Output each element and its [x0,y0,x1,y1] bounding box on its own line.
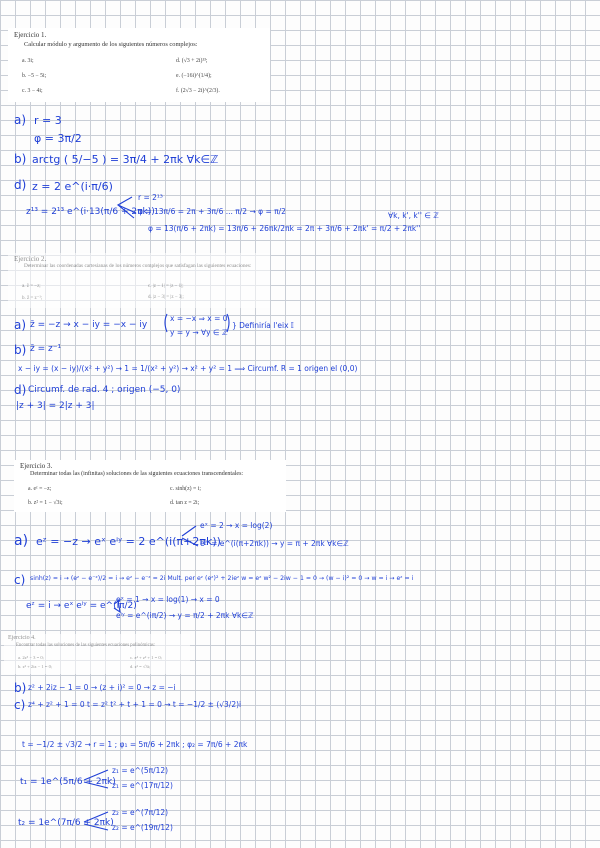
handwritten-line: eᶻ = i → eˣ eⁱʸ = e^(iπ/2) [26,601,137,611]
handwritten-line: eⁱʸ = e^(i(π+2πk)) → y = π + 2πk ∀k∈ℤ [200,539,349,548]
handwritten-line: } Definiría l'eix 𝕀 [232,321,294,330]
handwritten-line: x = −x ⇒ x = 0 [170,314,228,323]
handwritten-line: arctg ( 5/−5 ) = 3π/4 + 2πk ∀k∈ℤ [32,153,219,166]
branch-stroke [84,770,108,788]
brace-stroke [227,314,229,332]
handwritten-line: eᶻ = −z → eˣ eⁱʸ = 2 e^(i(π+2πk)) [36,535,221,548]
handwritten-line: z̄ = z⁻¹ [30,344,62,354]
exercise-item: e. (−16i)^(1/4); [176,73,212,79]
handwritten-line: sinh(z) = i → (eᶻ − e⁻ᶻ)/2 = i → eᶻ − e⁻ᶻ = 2i Mult. per eᶻ (eᶻ)² + 2ieᶻ w = eᶻ w² − 2iw − 1 = 0 → (w − i)² = 0 → w = i → eᶻ = i [30,575,414,582]
handwritten-line: z₂ = e^(7π/12) [112,808,169,817]
handwritten-line: φ = 3π/2 [34,132,82,145]
exercise-item: c. sinh(z) = i; [170,486,201,492]
branch-stroke [114,600,120,612]
handwritten-line: t₂ = 1e^(7π/6 + 2πk) [18,818,114,828]
handwritten-line: y = y → ∀y ∈ ℤ [170,328,228,337]
exercise-item: c. z⁴ + z² + 1 = 0; [130,655,162,660]
exercise-item: b. z² + 2iz − 1 = 0; [18,664,53,669]
answer-label: a) [14,113,27,127]
answer-label: c) [14,698,26,712]
exercise-item: d. tan z = 2i; [170,500,200,506]
handwritten-line: φ = 13(π/6 + 2πk) = 13π/6 + 26πk/2πk = 2π + 3π/6 + 2πk' = π/2 + 2πk'' [148,224,421,233]
exercise-item: d. z³ = √3i; [130,664,151,669]
exercise-title: Ejercicio 3. [20,462,53,470]
exercise-item: d. |z − 3| = |z − 3|; [148,295,184,300]
handwritten-line: z̄ = −z → x − iy = −x − iy [30,320,148,330]
handwritten-line: z¹³ = 2¹³ e^(i·13(π/6 + 2πk)) [26,207,155,217]
handwritten-line: eⁱʸ = e^(iπ/2) → y = π/2 + 2πk ∀k∈ℤ [116,611,254,620]
handwritten-line: eˣ = 2 → x = log(2) [200,521,273,530]
exercise-title: Ejercicio 1. [14,31,47,39]
handwritten-line: z⁴ + z² + 1 = 0 t = z² t² + t + 1 = 0 → t = −1/2 ± (√3/2)i [28,700,242,709]
exercise-title: Ejercicio 4. [8,635,36,641]
branch-stroke [84,812,108,830]
handwritten-line: t = −1/2 ± √3/2 → r = 1 ; φ₁ = 5π/6 + 2πk ; φ₂ = 7π/6 + 2πk [22,740,248,749]
answer-label: a) [14,318,27,332]
exercise-item: f. (2√3 − 2i)^(2/3). [176,88,220,94]
handwritten-line: φ = 13π/6 = 2π + 3π/6 ... π/2 → φ = π/2 [138,207,286,216]
exercise-title: Ejercicio 2. [14,255,47,263]
exercise-item: b. −5 − 5i; [22,73,47,79]
handwritten-line: z₁ = e^(5π/12) [112,766,169,775]
exercise-item: b. z̄ = z⁻¹; [22,296,43,301]
exercise-item: d. (√3 + 2i)¹³; [176,58,208,64]
exercise-item: a. 3i; [22,58,34,64]
exercise-intro: Encontrar todas las soluciones de las siguientes ecuaciones polinómicas: [16,643,156,648]
exercise-intro: Calcular módulo y argumento de los siguientes números complejos: [24,41,198,48]
exercise-item: c. |z − 1| = |z − 1|; [148,284,184,289]
exercise-item: c. 3 − 4i; [22,88,43,94]
handwritten-line: r = 2¹³ [138,193,163,202]
handwritten-line: x − iy = (x − iy)/(x² + y²) → 1 = 1/(x² + y²) → x² + y² = 1 ⟹ Circumf. R = 1 origen el (0,0) [18,364,358,373]
answer-label: b) [14,681,27,695]
answer-label: d) [14,178,27,192]
handwritten-line: z = 2 e^(i·π/6) [32,180,113,193]
handwritten-line: z² + 2iz − 1 = 0 → (z + i)² = 0 → z = −i [28,683,176,692]
handwritten-line: Circumf. de rad. 4 ; origen (−5, 0) [28,385,181,395]
exercise-item: a. eᶻ = −z; [28,486,52,492]
branch-stroke [118,197,136,218]
answer-label: b) [14,343,27,357]
handwritten-line: z₁ = e^(17π/12) [112,781,173,790]
answer-label: c) [14,573,26,587]
handwritten-line: r = 3 [34,114,62,127]
handwritten-line: |z + 3| = 2|z + 3| [16,401,95,411]
answer-label: d) [14,383,27,397]
handwritten-line: eˣ = 1 → x = log(1) → x = 0 [116,595,220,604]
exercise-intro: Determinar las coordenadas cartesianas de los números complejos que satisfagan las siguientes ecuaciones: [24,263,252,269]
handwritten-line: z₂ = e^(19π/12) [112,823,173,832]
exercise-item: a. 2z⁵ − 3 = 0; [18,655,44,660]
handwritten-line: t₁ = 1e^(5π/6 + 2πk) [20,777,116,787]
answer-label: b) [14,152,27,166]
handwritten-line: ∀k, k', k'' ∈ ℤ [388,211,439,220]
answer-label: a) [14,533,29,549]
exercise-item: a. z̄ = −z; [22,284,41,289]
exercise-item: b. z² = 1 − √3i; [28,500,63,506]
exercise-intro: Determinar todas las (infinitas) soluciones de las siguientes ecuaciones transcendentales: [30,471,244,477]
branch-stroke [182,526,198,546]
brace-stroke [165,314,167,332]
